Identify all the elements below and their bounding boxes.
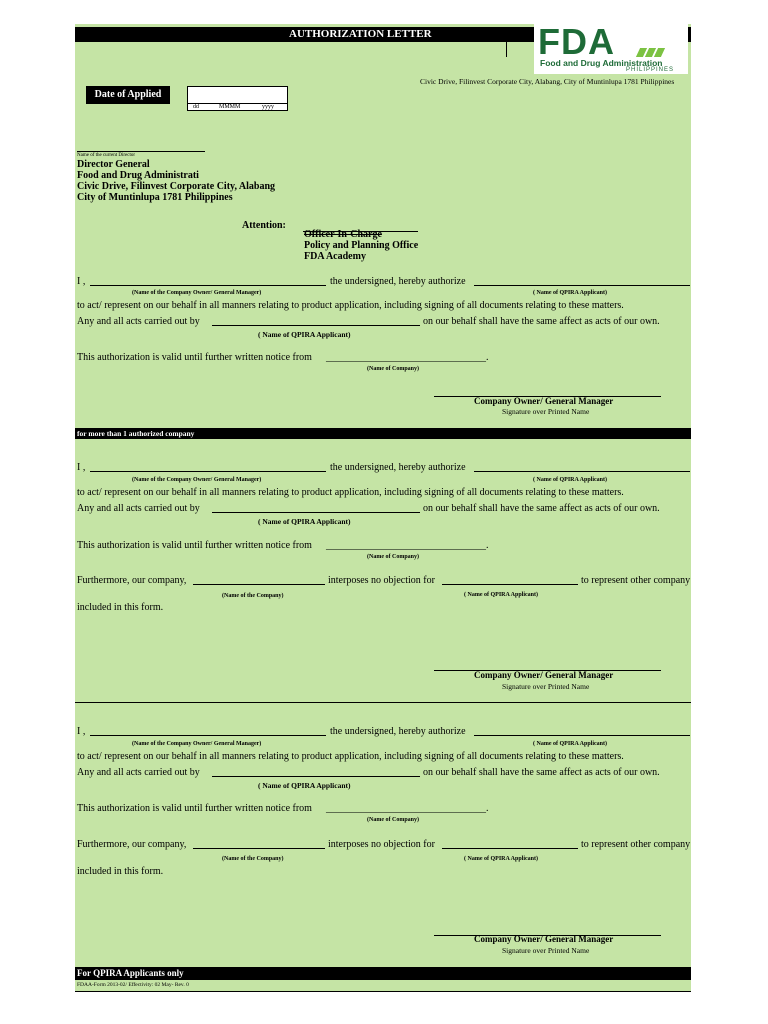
s3-represent-other: to represent other company <box>581 839 691 850</box>
s3-signature-title: Company Owner/ General Manager <box>474 934 614 944</box>
s3-qpira-caption2: ( Name of QPIRA Applicant) <box>464 856 538 862</box>
s2-any-field[interactable] <box>212 512 420 513</box>
s1-any-suffix: on our behalf shall have the same affect as acts of our own. <box>423 316 660 327</box>
s2-qpira-caption-bold: ( Name of QPIRA Applicant) <box>258 517 351 526</box>
s1-valid-suffix[interactable]: ________________________________. <box>326 352 489 363</box>
bottom-rule <box>75 991 691 992</box>
form-code: FDAA-Form 2013-02/ Effectivity: 02 May- Rev. 0 <box>77 982 189 988</box>
s3-act-line: to act/ represent on our behalf in all manners relating to product application, including signing of all documents relating to these matters. <box>77 751 624 762</box>
s1-any-field[interactable] <box>212 325 420 326</box>
s1-signature-title: Company Owner/ General Manager <box>474 396 614 406</box>
logo-country: PHILIPPINES <box>626 67 675 73</box>
s3-owner-caption: (Name of the Company Owner/ General Manager) <box>132 741 262 747</box>
s2-signature-title: Company Owner/ General Manager <box>474 670 614 680</box>
s3-valid-suffix[interactable]: ________________________________. <box>326 803 489 814</box>
logo-text: FDA <box>538 21 615 62</box>
date-yyyy: yyyy <box>262 104 274 110</box>
addressee-line2: Food and Drug Administrati <box>77 170 199 181</box>
s2-interposes: interposes no objection for <box>328 575 435 586</box>
s1-i-prefix: I , <box>77 276 86 287</box>
page-title: AUTHORIZATION LETTER <box>289 28 432 40</box>
director-name-line[interactable] <box>77 151 205 152</box>
s1-act-line: to act/ represent on our behalf in all manners relating to product application, including signing of all documents relating to these matters. <box>77 300 624 311</box>
attention-line3: FDA Academy <box>304 251 366 262</box>
s3-owner-field[interactable] <box>90 735 326 736</box>
date-dd: dd <box>193 104 199 110</box>
s1-qpira-field[interactable] <box>474 285 690 286</box>
s3-company-caption2: (Name of the Company) <box>222 856 284 862</box>
s3-valid-prefix: This authorization is valid until further written notice from <box>77 803 312 814</box>
s2-owner-field[interactable] <box>90 471 326 472</box>
title-divider <box>506 27 507 57</box>
s3-signature-sub: Signature over Printed Name <box>502 946 590 955</box>
s1-valid-prefix: This authorization is valid until further written notice from <box>77 352 312 363</box>
s3-i-prefix: I , <box>77 726 86 737</box>
s2-undersigned: the undersigned, hereby authorize <box>330 462 466 473</box>
s3-any-prefix: Any and all acts carried out by <box>77 767 200 778</box>
s2-any-suffix: on our behalf shall have the same affect as acts of our own. <box>423 503 660 514</box>
s3-included: included in this form. <box>77 866 164 877</box>
addressee-line3: Civic Drive, Filinvest Corporate City, Alabang <box>77 181 276 192</box>
s3-undersigned: the undersigned, hereby authorize <box>330 726 466 737</box>
fda-address: Civic Drive, Filinvest Corporate City, Alabang, City of Muntinlupa 1781 Philippines <box>420 77 675 86</box>
s3-interposes: interposes no objection for <box>328 839 435 850</box>
s2-i-prefix: I , <box>77 462 86 473</box>
date-mmm: MMMM <box>219 104 241 110</box>
s1-any-prefix: Any and all acts carried out by <box>77 316 200 327</box>
more-than-one-bar <box>75 428 691 439</box>
director-caption: Name of the current Director <box>77 153 136 158</box>
more-than-one-label: for more than 1 authorized company <box>77 429 195 438</box>
s1-owner-field[interactable] <box>90 285 326 286</box>
s3-qpira-caption: ( Name of QPIRA Applicant) <box>533 741 607 747</box>
s2-signature-sub: Signature over Printed Name <box>502 682 590 691</box>
s1-owner-caption: (Name of the Company Owner/ General Manager) <box>132 290 262 296</box>
s2-qpira-caption2: ( Name of QPIRA Applicant) <box>464 592 538 598</box>
section-divider <box>75 702 691 703</box>
s2-represent-other: to represent other company <box>581 575 691 586</box>
s3-any-suffix: on our behalf shall have the same affect as acts of our own. <box>423 767 660 778</box>
attention-line2: Policy and Planning Office <box>304 240 419 251</box>
s2-company-caption2: (Name of the Company) <box>222 593 284 599</box>
s3-qpira-caption-bold: ( Name of QPIRA Applicant) <box>258 781 351 790</box>
fda-logo <box>534 22 688 74</box>
date-label: Date of Applied <box>86 86 170 104</box>
qpira-only-label: For QPIRA Applicants only <box>77 968 184 978</box>
s2-included: included in this form. <box>77 602 164 613</box>
s1-qpira-caption: ( Name of QPIRA Applicant) <box>533 290 607 296</box>
s1-undersigned: the undersigned, hereby authorize <box>330 276 466 287</box>
s2-company-caption: (Name of Company) <box>367 554 419 560</box>
addressee-line1: Director General <box>77 159 150 170</box>
s2-owner-caption: (Name of the Company Owner/ General Manager) <box>132 477 262 483</box>
s2-company-field[interactable] <box>193 584 325 585</box>
date-input[interactable] <box>187 86 288 111</box>
s2-qpira-caption: ( Name of QPIRA Applicant) <box>533 477 607 483</box>
s2-valid-suffix[interactable]: ________________________________. <box>326 540 489 551</box>
s2-furthermore-prefix: Furthermore, our company, <box>77 575 187 586</box>
s3-furthermore-prefix: Furthermore, our company, <box>77 839 187 850</box>
logo-subtitle: Food and Drug Administration <box>540 58 663 68</box>
s2-any-prefix: Any and all acts carried out by <box>77 503 200 514</box>
attention-label: Attention: <box>242 220 286 231</box>
s2-qpira-field2[interactable] <box>442 584 578 585</box>
s3-any-field[interactable] <box>212 776 420 777</box>
qpira-only-bar <box>75 967 691 980</box>
s1-company-caption: (Name of Company) <box>367 366 419 372</box>
s1-qpira-caption-bold: ( Name of QPIRA Applicant) <box>258 330 351 339</box>
s3-company-field[interactable] <box>193 848 325 849</box>
s2-valid-prefix: This authorization is valid until further written notice from <box>77 540 312 551</box>
s2-qpira-field[interactable] <box>474 471 690 472</box>
addressee-line4: City of Muntinlupa 1781 Philippines <box>77 192 233 203</box>
s3-company-caption: (Name of Company) <box>367 817 419 823</box>
s3-qpira-field[interactable] <box>474 735 690 736</box>
s2-act-line: to act/ represent on our behalf in all manners relating to product application, including signing of all documents relating to these matters. <box>77 487 624 498</box>
s3-qpira-field2[interactable] <box>442 848 578 849</box>
s1-signature-sub: Signature over Printed Name <box>502 407 590 416</box>
attention-line1: Officer-In-Charge <box>304 229 382 240</box>
